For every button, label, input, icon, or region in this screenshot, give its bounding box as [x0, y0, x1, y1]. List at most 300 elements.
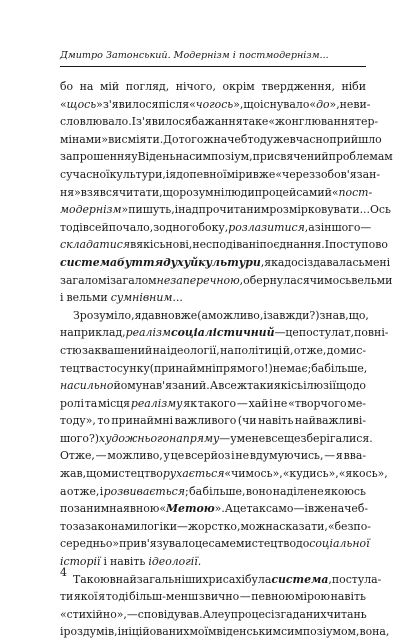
text-line [60, 78, 366, 96]
text-run: у [224, 607, 231, 621]
word [225, 500, 233, 518]
text-line [60, 113, 379, 131]
word [268, 113, 355, 131]
word [296, 535, 309, 553]
word [307, 254, 364, 272]
text-run: складатися [60, 238, 131, 252]
text-run: зберігалися. [300, 431, 373, 445]
word [197, 307, 208, 325]
text-run: люди [224, 185, 255, 199]
text-run: мене [236, 431, 266, 445]
text-run: ... [172, 291, 183, 305]
word [269, 395, 272, 413]
word [60, 483, 67, 501]
text-run: До [163, 132, 179, 146]
text-run: реалізму [130, 396, 183, 410]
word [250, 447, 324, 465]
text-run: повні- [354, 326, 389, 340]
word [141, 307, 174, 325]
text-run: й [190, 255, 199, 269]
word [140, 518, 177, 536]
word [108, 131, 163, 149]
text-run: прийшло [329, 132, 382, 146]
text-run: присвячений [252, 150, 329, 164]
text-run: знав, [319, 308, 349, 322]
text-run: — [360, 220, 372, 234]
word [177, 518, 188, 536]
text-line [60, 571, 382, 589]
text-run: загалом [60, 273, 107, 287]
text-run: проблемам [328, 150, 393, 164]
text-run: почало, [108, 220, 154, 234]
word [310, 272, 352, 290]
word [136, 236, 165, 254]
header-rule [60, 66, 366, 67]
word [275, 166, 315, 184]
word [98, 588, 105, 606]
text-run: у [230, 431, 237, 445]
text-run: мистецтво [102, 467, 163, 481]
word [269, 201, 370, 219]
text-run: вва- [343, 449, 366, 463]
text-run: несподівані [192, 238, 260, 252]
text-run: ідеології [148, 555, 198, 569]
text-run: Отже, [60, 449, 95, 463]
text-run: щось [66, 97, 97, 111]
word [340, 96, 354, 114]
word [219, 430, 230, 448]
text-run: розумні [179, 185, 225, 199]
word [301, 430, 373, 448]
word [324, 483, 366, 501]
word [175, 148, 189, 166]
running-header: Дмитро Затонський. Модернізм і постмодернізм... [60, 50, 329, 61]
word [175, 307, 198, 325]
word [159, 219, 198, 237]
word [276, 184, 297, 202]
text-run: і [60, 625, 64, 639]
text-run: таке [242, 115, 269, 129]
text-run: нав'язаний. [142, 379, 210, 393]
word [110, 272, 157, 290]
word [349, 307, 369, 325]
word [353, 96, 370, 114]
text-run: культури, [109, 167, 166, 181]
word [60, 131, 108, 149]
word [73, 571, 110, 589]
word [176, 166, 189, 184]
word [189, 623, 216, 641]
word [138, 148, 176, 166]
text-line [60, 201, 391, 219]
text-run: згаданих [274, 607, 327, 621]
word [231, 447, 234, 465]
text-run: « [60, 97, 67, 111]
word [60, 184, 81, 202]
text-run: Відень [137, 150, 176, 164]
word [315, 166, 380, 184]
text-run: І [324, 238, 330, 252]
text-run: не [339, 97, 354, 111]
word [271, 571, 332, 589]
word [288, 395, 346, 413]
word [303, 377, 336, 395]
text-run: соціалістичний [170, 326, 275, 340]
word [127, 606, 138, 624]
word [183, 395, 197, 413]
word [128, 201, 174, 219]
text-run: найзагальніших [115, 572, 209, 586]
text-line [60, 307, 369, 325]
text-run: й, [282, 343, 294, 357]
text-run: це [170, 449, 185, 463]
word [60, 342, 82, 360]
text-run: — [236, 396, 248, 410]
text-run: стосунку [98, 361, 150, 375]
text-run: окрім [222, 80, 255, 93]
text-run: соціальної [309, 537, 370, 551]
word [319, 307, 348, 325]
word [283, 465, 339, 483]
text-run: політиці [234, 343, 283, 357]
word [60, 236, 130, 254]
text-line [60, 148, 393, 166]
text-run: на [220, 343, 234, 357]
word [208, 571, 245, 589]
text-run: віденським [216, 625, 282, 639]
text-run: , [260, 255, 265, 269]
text-run: «чимось», [224, 467, 283, 481]
word [96, 447, 107, 465]
word [330, 500, 368, 518]
word [116, 571, 209, 589]
word [237, 430, 266, 448]
text-run: розмірковувати... [269, 203, 370, 217]
text-run: якісь [136, 238, 166, 252]
text-run: (а [197, 308, 208, 322]
word [190, 254, 198, 272]
text-run: ще [283, 431, 301, 445]
text-run: тоді [60, 220, 83, 234]
word [83, 219, 102, 237]
text-run: самий [296, 185, 332, 199]
word [169, 430, 219, 448]
text-run: тоді [105, 590, 129, 604]
word [245, 571, 271, 589]
text-run: « [331, 185, 339, 199]
word [273, 360, 287, 378]
text-run: процесі [230, 607, 275, 621]
word [237, 395, 248, 413]
text-run: мірою [295, 590, 331, 604]
text-run: та [84, 396, 98, 410]
word [165, 236, 192, 254]
text-run: прочитаним [198, 203, 270, 217]
text-run: буття [117, 255, 164, 269]
word [332, 571, 381, 589]
text-run: ти [60, 590, 74, 604]
word [199, 201, 270, 219]
word [332, 184, 372, 202]
text-run: мінами» [60, 132, 109, 146]
word [60, 465, 86, 483]
text-run: у [163, 449, 170, 463]
text-run: ж [203, 132, 214, 146]
text-run: і [263, 308, 267, 322]
text-line [60, 430, 373, 448]
text-run: більше, [324, 361, 368, 375]
text-run: й [101, 220, 109, 234]
text-run: я [169, 167, 177, 181]
body-text [60, 78, 393, 641]
word [104, 483, 189, 501]
text-run: у [131, 150, 138, 164]
word [299, 324, 354, 342]
text-run: існувало [260, 97, 310, 111]
text-run: тецтва [60, 361, 99, 375]
text-line [60, 96, 371, 114]
word [253, 148, 329, 166]
text-run: шого?) [60, 431, 100, 445]
word [189, 483, 202, 501]
word [231, 606, 275, 624]
word [73, 307, 135, 325]
text-run: «через [275, 167, 316, 181]
word [329, 148, 393, 166]
text-run: і [174, 203, 179, 217]
word [73, 518, 85, 536]
word [118, 623, 190, 641]
text-run: після [158, 97, 190, 111]
text-run: якої [73, 590, 98, 604]
text-line [60, 184, 373, 202]
text-run: вчасно [289, 132, 330, 146]
text-run: принаймні [111, 414, 174, 428]
word [97, 412, 110, 430]
text-run: жорстко, [187, 519, 241, 533]
text-run: можливо, [107, 449, 163, 463]
text-run: з'явилося [135, 115, 192, 129]
text-run: це [195, 537, 209, 551]
word [176, 78, 216, 96]
text-run: « [189, 97, 196, 111]
text-run: вже [174, 308, 198, 322]
word [243, 272, 310, 290]
text-run: — [219, 431, 231, 445]
word [233, 500, 246, 518]
word [111, 412, 173, 430]
text-run: постула- [331, 572, 382, 586]
text-run: мені [364, 255, 391, 269]
text-run: ба [311, 361, 325, 375]
word [110, 166, 166, 184]
text-run: боку, [198, 220, 229, 234]
word [198, 395, 236, 413]
text-run: ж [236, 379, 248, 393]
text-run: насильно [60, 379, 114, 393]
text-run: духу [163, 255, 191, 269]
text-line [60, 588, 366, 606]
text-run: — [324, 449, 336, 463]
text-run: мистецтво [235, 537, 296, 551]
word [336, 447, 343, 465]
text-run: прив'язувало [119, 537, 196, 551]
word [163, 131, 178, 149]
text-run: такого [197, 396, 237, 410]
text-run: начеб- [330, 502, 369, 516]
text-line [60, 131, 382, 149]
text-line [60, 395, 366, 413]
word [243, 113, 269, 131]
word [148, 553, 201, 571]
text-run: чимось [309, 273, 352, 287]
text-run: тоду», [60, 414, 96, 428]
text-run: А [209, 379, 219, 393]
word [336, 377, 366, 395]
text-run: . [197, 555, 202, 569]
text-run: чогось [195, 97, 234, 111]
text-run: , [239, 273, 244, 287]
text-run: і [304, 502, 308, 516]
text-run: тер- [354, 115, 379, 129]
text-run: сказати, [279, 519, 328, 533]
text-run: і [231, 449, 235, 463]
word [60, 447, 95, 465]
word [273, 483, 324, 501]
word [60, 272, 107, 290]
text-run: не [273, 396, 288, 410]
word [224, 184, 254, 202]
text-line [60, 535, 370, 553]
text-run: «безпо- [327, 519, 371, 533]
word [163, 184, 180, 202]
word [189, 96, 243, 114]
text-run: того [178, 132, 204, 146]
word [126, 78, 169, 96]
word [60, 606, 127, 624]
text-run: «кудись», [282, 467, 339, 481]
word [185, 447, 230, 465]
text-run: висміяти. [108, 132, 164, 146]
word [107, 447, 162, 465]
text-run: до [296, 537, 310, 551]
word [287, 360, 312, 378]
text-run: якісь [273, 379, 304, 393]
word [247, 500, 266, 518]
text-run: всерйоз [184, 449, 231, 463]
word [340, 342, 366, 360]
text-run: » [121, 203, 129, 217]
text-run: — [95, 449, 107, 463]
word [329, 236, 388, 254]
text-run: Але [202, 607, 225, 621]
text-run: «якось», [338, 467, 388, 481]
text-run: важливого [174, 414, 237, 428]
word [192, 236, 259, 254]
text-run: система [271, 572, 329, 586]
text-run: можливо, [207, 308, 264, 322]
word [246, 483, 273, 501]
word [295, 412, 366, 430]
word [74, 588, 98, 606]
text-run: », [329, 97, 340, 111]
text-run: має; [286, 361, 312, 375]
word [216, 623, 281, 641]
text-run: ба [189, 484, 203, 498]
word [227, 166, 253, 184]
text-run: навіть [330, 590, 366, 604]
text-run: вже [252, 167, 276, 181]
word [192, 113, 243, 131]
text-run: начебто [213, 132, 261, 146]
text-run: що [162, 185, 180, 199]
text-run: за [72, 519, 86, 533]
word [275, 324, 286, 342]
word [195, 535, 208, 553]
text-line [60, 500, 369, 518]
text-run: ; [185, 484, 189, 498]
word [101, 219, 108, 237]
page-number: 4 [60, 566, 67, 579]
text-run: незаперечною [156, 273, 240, 287]
word [100, 78, 119, 96]
word [341, 78, 366, 96]
text-run: система [60, 255, 118, 269]
text-run: моїм [189, 625, 217, 639]
word [131, 395, 183, 413]
text-run: звично [198, 590, 240, 604]
text-line [60, 447, 366, 465]
text-run: я [134, 308, 142, 322]
text-run: в [130, 238, 137, 252]
text-run: над [178, 203, 199, 217]
text-run: яка [264, 255, 285, 269]
word [113, 377, 142, 395]
text-run: вельми [351, 273, 393, 287]
word [153, 342, 167, 360]
text-run: розлазитися [228, 220, 305, 234]
word [208, 535, 236, 553]
word [220, 342, 234, 360]
word [81, 184, 119, 202]
text-run: І [131, 115, 136, 129]
word [126, 324, 171, 342]
text-run: була [244, 572, 272, 586]
word [360, 219, 371, 237]
word [255, 184, 276, 202]
text-run: наділене [272, 484, 324, 498]
word [119, 535, 195, 553]
word [103, 96, 159, 114]
text-run: постулат, [298, 326, 355, 340]
word [324, 360, 367, 378]
text-run: — [274, 326, 286, 340]
word [98, 360, 150, 378]
text-run: заквашений [82, 343, 153, 357]
text-run: законами [85, 519, 141, 533]
text-run: А [224, 502, 234, 516]
text-run: симпозіум, [189, 150, 253, 164]
word [103, 553, 106, 571]
word [60, 324, 126, 342]
word [198, 254, 264, 272]
text-line [60, 412, 366, 430]
word [157, 272, 244, 290]
text-run: з'явилося [102, 97, 159, 111]
word [60, 166, 110, 184]
word [284, 430, 301, 448]
word [60, 518, 73, 536]
